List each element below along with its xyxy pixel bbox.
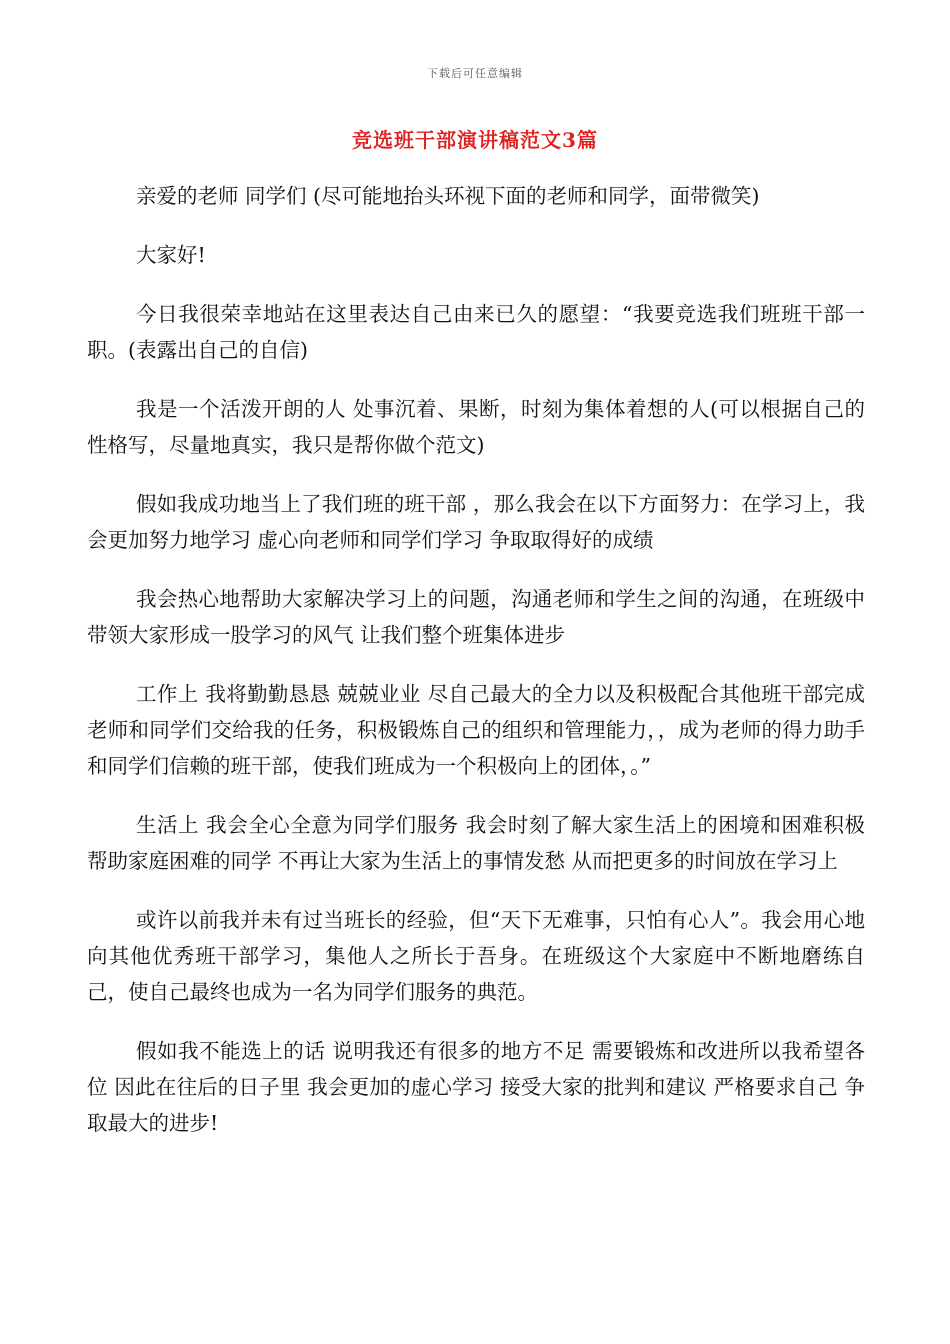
paragraph-greeting-address: 亲爱的老师 同学们 (尽可能地抬头环视下面的老师和同学，面带微笑) bbox=[136, 184, 760, 208]
document-title: 竞选班干部演讲稿范文3篇 bbox=[352, 128, 598, 152]
paragraph-greeting: 大家好! bbox=[136, 243, 206, 267]
paragraph-experience: 或许以前我并未有过当班长的经验，但“天下无难事，只怕有心人”。我会用心地向其他优秀班干部学习，集他人之所长于吾身。在班级这个大家庭中不断地磨练自己，使自己最终也成为一名为同学们服务的典范。 bbox=[87, 908, 865, 1004]
paragraph-life-plan: 生活上 我会全心全意为同学们服务 我会时刻了解大家生活上的困境和困难积极帮助家庭困难的同学 不再让大家为生活上的事情发愁 从而把更多的时间放在学习上 bbox=[87, 813, 865, 873]
paragraph-intro: 今日我很荣幸地站在这里表达自己由来已久的愿望：“我要竞选我们班班干部一职。(表露出自己的自信) bbox=[87, 302, 865, 362]
paragraph-study-plan: 假如我成功地当上了我们班的班干部 ，那么我会在以下方面努力：在学习上，我会更加努力地学习 虚心向老师和同学们学习 争取取得好的成绩 bbox=[87, 492, 865, 552]
paragraph-self-description: 我是一个活泼开朗的人 处事沉着、果断，时刻为集体着想的人(可以根据自己的性格写，尽量地真实，我只是帮你做个范文) bbox=[87, 397, 865, 457]
document-body bbox=[87, 178, 865, 1164]
paragraph-help-classmates: 我会热心地帮助大家解决学习上的问题，沟通老师和学生之间的沟通，在班级中带领大家形成一股学习的风气 让我们整个班集体进步 bbox=[87, 587, 865, 647]
paragraph-closing: 假如我不能选上的话 说明我还有很多的地方不足 需要锻炼和改进所以我希望各位 因此在往后的日子里 我会更加的虚心学习 接受大家的批判和建议 严格要求自己 争取最大的进步! bbox=[87, 1039, 865, 1135]
paragraph-work-plan: 工作上 我将勤勤恳恳 兢兢业业 尽自己最大的全力以及积极配合其他班干部完成老师和同学们交给我的任务，积极锻炼自己的组织和管理能力，，成为老师的得力助手和同学们信赖的班干部，使我们班成为一个积极向上的团体，。” bbox=[87, 682, 865, 778]
header-note: 下载后可任意编辑 bbox=[427, 67, 523, 80]
